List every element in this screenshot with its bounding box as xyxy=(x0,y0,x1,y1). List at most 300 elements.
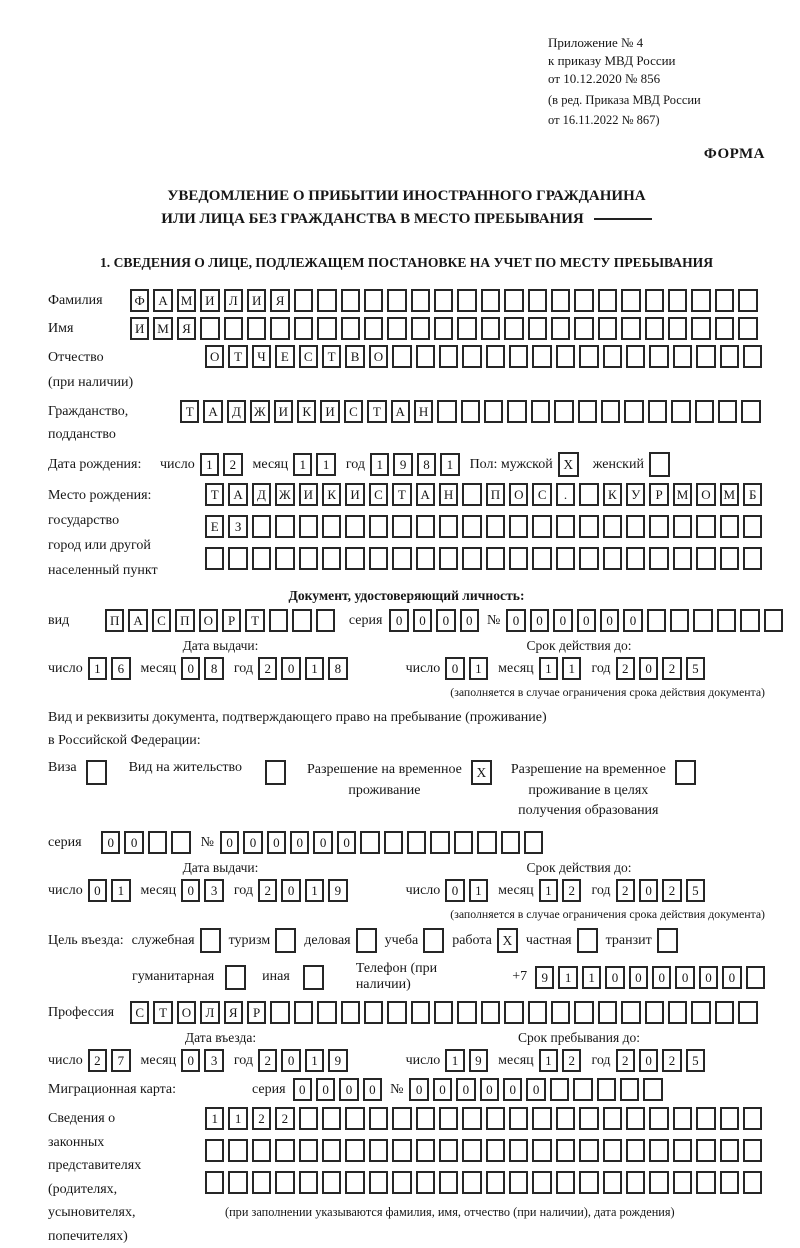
char-cell[interactable] xyxy=(532,1171,551,1194)
char-cell[interactable] xyxy=(720,1139,739,1162)
purpose-ucheba-checkbox[interactable] xyxy=(423,928,444,953)
char-cell[interactable]: Л xyxy=(200,1001,219,1024)
residence-permit-checkbox[interactable] xyxy=(265,760,286,785)
char-cell[interactable]: 1 xyxy=(205,1107,224,1130)
char-cell[interactable]: 0 xyxy=(456,1078,475,1101)
char-cell[interactable]: И xyxy=(247,289,266,312)
char-cell[interactable] xyxy=(392,1139,411,1162)
char-cell[interactable] xyxy=(556,1171,575,1194)
char-cell[interactable]: О xyxy=(177,1001,196,1024)
char-cell[interactable]: П xyxy=(175,609,194,632)
char-cell[interactable]: 2 xyxy=(616,1049,635,1072)
char-cell[interactable] xyxy=(746,966,765,989)
char-cell[interactable] xyxy=(626,345,645,368)
char-cell[interactable] xyxy=(551,289,570,312)
char-cell[interactable]: 0 xyxy=(639,1049,658,1072)
purpose-sluzhebnaya-checkbox[interactable] xyxy=(200,928,221,953)
char-cell[interactable] xyxy=(649,1107,668,1130)
char-cell[interactable]: 1 xyxy=(562,657,581,680)
char-cell[interactable]: 0 xyxy=(337,831,356,854)
char-cell[interactable]: К xyxy=(603,483,622,506)
char-cell[interactable] xyxy=(275,1139,294,1162)
char-cell[interactable]: Ф xyxy=(130,289,149,312)
char-cell[interactable]: И xyxy=(274,400,293,423)
char-cell[interactable]: А xyxy=(416,483,435,506)
char-cell[interactable] xyxy=(673,1107,692,1130)
char-cell[interactable]: Ч xyxy=(252,345,271,368)
char-cell[interactable] xyxy=(671,400,690,423)
char-cell[interactable]: Т xyxy=(245,609,264,632)
char-cell[interactable]: 1 xyxy=(228,1107,247,1130)
char-cell[interactable] xyxy=(601,400,620,423)
char-cell[interactable]: Т xyxy=(180,400,199,423)
char-cell[interactable] xyxy=(504,1001,523,1024)
char-cell[interactable] xyxy=(579,483,598,506)
char-cell[interactable] xyxy=(461,400,480,423)
char-cell[interactable] xyxy=(341,1001,360,1024)
char-cell[interactable] xyxy=(673,547,692,570)
char-cell[interactable]: 0 xyxy=(101,831,120,854)
char-cell[interactable] xyxy=(360,831,379,854)
char-cell[interactable] xyxy=(462,515,481,538)
char-cell[interactable] xyxy=(532,547,551,570)
char-cell[interactable]: У xyxy=(626,483,645,506)
char-cell[interactable]: И xyxy=(130,317,149,340)
char-cell[interactable]: Е xyxy=(205,515,224,538)
char-cell[interactable]: Т xyxy=(205,483,224,506)
char-cell[interactable] xyxy=(598,317,617,340)
char-cell[interactable] xyxy=(322,515,341,538)
char-cell[interactable] xyxy=(462,483,481,506)
char-cell[interactable] xyxy=(486,1107,505,1130)
char-cell[interactable] xyxy=(439,547,458,570)
char-cell[interactable] xyxy=(224,317,243,340)
char-cell[interactable] xyxy=(649,515,668,538)
char-cell[interactable]: 3 xyxy=(204,879,223,902)
char-cell[interactable]: Т xyxy=(228,345,247,368)
char-cell[interactable] xyxy=(416,345,435,368)
char-cell[interactable]: 0 xyxy=(124,831,143,854)
char-cell[interactable]: К xyxy=(322,483,341,506)
char-cell[interactable] xyxy=(407,831,426,854)
char-cell[interactable]: М xyxy=(177,289,196,312)
char-cell[interactable] xyxy=(626,1171,645,1194)
char-cell[interactable] xyxy=(299,1171,318,1194)
char-cell[interactable]: 8 xyxy=(328,657,347,680)
char-cell[interactable]: 0 xyxy=(88,879,107,902)
char-cell[interactable]: 0 xyxy=(577,609,596,632)
char-cell[interactable]: 0 xyxy=(409,1078,428,1101)
char-cell[interactable]: 2 xyxy=(662,657,681,680)
char-cell[interactable] xyxy=(416,1107,435,1130)
char-cell[interactable] xyxy=(556,547,575,570)
char-cell[interactable] xyxy=(434,289,453,312)
char-cell[interactable] xyxy=(531,400,550,423)
char-cell[interactable]: Т xyxy=(322,345,341,368)
char-cell[interactable] xyxy=(392,345,411,368)
visa-checkbox[interactable] xyxy=(86,760,107,785)
char-cell[interactable]: 3 xyxy=(204,1049,223,1072)
char-cell[interactable]: 1 xyxy=(469,657,488,680)
char-cell[interactable]: 1 xyxy=(469,879,488,902)
char-cell[interactable] xyxy=(454,831,473,854)
char-cell[interactable]: 0 xyxy=(363,1078,382,1101)
char-cell[interactable] xyxy=(648,400,667,423)
char-cell[interactable] xyxy=(532,1139,551,1162)
char-cell[interactable] xyxy=(738,289,757,312)
char-cell[interactable] xyxy=(691,1001,710,1024)
char-cell[interactable] xyxy=(743,547,762,570)
char-cell[interactable]: Ж xyxy=(250,400,269,423)
sex-male-checkbox[interactable]: X xyxy=(558,452,579,477)
char-cell[interactable]: 1 xyxy=(293,453,312,476)
char-cell[interactable] xyxy=(718,400,737,423)
char-cell[interactable] xyxy=(275,515,294,538)
char-cell[interactable] xyxy=(621,289,640,312)
char-cell[interactable]: И xyxy=(320,400,339,423)
char-cell[interactable] xyxy=(668,317,687,340)
char-cell[interactable] xyxy=(294,317,313,340)
char-cell[interactable]: 0 xyxy=(313,831,332,854)
char-cell[interactable] xyxy=(247,317,266,340)
char-cell[interactable] xyxy=(509,515,528,538)
char-cell[interactable] xyxy=(392,547,411,570)
char-cell[interactable]: 0 xyxy=(220,831,239,854)
char-cell[interactable] xyxy=(603,1139,622,1162)
char-cell[interactable] xyxy=(270,1001,289,1024)
char-cell[interactable] xyxy=(481,1001,500,1024)
char-cell[interactable]: 2 xyxy=(88,1049,107,1072)
char-cell[interactable] xyxy=(462,547,481,570)
char-cell[interactable] xyxy=(270,317,289,340)
char-cell[interactable] xyxy=(670,609,689,632)
char-cell[interactable] xyxy=(437,400,456,423)
purpose-rabota-checkbox[interactable]: X xyxy=(497,928,518,953)
char-cell[interactable]: 0 xyxy=(600,609,619,632)
char-cell[interactable]: Н xyxy=(414,400,433,423)
char-cell[interactable] xyxy=(416,515,435,538)
char-cell[interactable] xyxy=(743,515,762,538)
char-cell[interactable]: 5 xyxy=(686,657,705,680)
char-cell[interactable] xyxy=(322,1139,341,1162)
char-cell[interactable]: 0 xyxy=(503,1078,522,1101)
char-cell[interactable]: А xyxy=(228,483,247,506)
char-cell[interactable] xyxy=(528,317,547,340)
char-cell[interactable]: 0 xyxy=(506,609,525,632)
char-cell[interactable] xyxy=(439,1139,458,1162)
char-cell[interactable] xyxy=(345,1107,364,1130)
char-cell[interactable] xyxy=(598,289,617,312)
char-cell[interactable] xyxy=(509,345,528,368)
char-cell[interactable]: 5 xyxy=(686,1049,705,1072)
char-cell[interactable] xyxy=(603,515,622,538)
char-cell[interactable]: 1 xyxy=(582,966,601,989)
char-cell[interactable]: Ж xyxy=(275,483,294,506)
char-cell[interactable] xyxy=(345,1139,364,1162)
char-cell[interactable] xyxy=(457,289,476,312)
char-cell[interactable] xyxy=(481,317,500,340)
char-cell[interactable] xyxy=(299,515,318,538)
char-cell[interactable] xyxy=(645,317,664,340)
char-cell[interactable]: 2 xyxy=(258,1049,277,1072)
char-cell[interactable]: 0 xyxy=(445,657,464,680)
char-cell[interactable] xyxy=(720,1107,739,1130)
char-cell[interactable] xyxy=(411,317,430,340)
char-cell[interactable] xyxy=(484,400,503,423)
char-cell[interactable]: М xyxy=(153,317,172,340)
char-cell[interactable] xyxy=(252,1139,271,1162)
char-cell[interactable]: 0 xyxy=(605,966,624,989)
char-cell[interactable] xyxy=(504,317,523,340)
char-cell[interactable]: 0 xyxy=(436,609,455,632)
char-cell[interactable] xyxy=(205,1139,224,1162)
char-cell[interactable] xyxy=(598,1001,617,1024)
char-cell[interactable] xyxy=(486,515,505,538)
char-cell[interactable] xyxy=(738,317,757,340)
char-cell[interactable] xyxy=(486,547,505,570)
char-cell[interactable] xyxy=(573,1078,592,1101)
char-cell[interactable] xyxy=(696,345,715,368)
char-cell[interactable] xyxy=(621,1001,640,1024)
char-cell[interactable]: 7 xyxy=(111,1049,130,1072)
char-cell[interactable]: 1 xyxy=(539,879,558,902)
char-cell[interactable]: 5 xyxy=(686,879,705,902)
char-cell[interactable]: 0 xyxy=(526,1078,545,1101)
char-cell[interactable] xyxy=(275,1171,294,1194)
char-cell[interactable] xyxy=(696,515,715,538)
char-cell[interactable]: 0 xyxy=(623,609,642,632)
char-cell[interactable]: 1 xyxy=(305,1049,324,1072)
char-cell[interactable]: 0 xyxy=(243,831,262,854)
char-cell[interactable]: А xyxy=(391,400,410,423)
char-cell[interactable] xyxy=(430,831,449,854)
char-cell[interactable] xyxy=(434,317,453,340)
char-cell[interactable]: О xyxy=(199,609,218,632)
char-cell[interactable] xyxy=(416,547,435,570)
char-cell[interactable]: П xyxy=(105,609,124,632)
char-cell[interactable] xyxy=(574,317,593,340)
purpose-inaya-checkbox[interactable] xyxy=(303,965,324,990)
char-cell[interactable]: Я xyxy=(270,289,289,312)
char-cell[interactable] xyxy=(252,515,271,538)
char-cell[interactable]: 0 xyxy=(281,879,300,902)
char-cell[interactable] xyxy=(275,547,294,570)
char-cell[interactable] xyxy=(691,317,710,340)
char-cell[interactable]: 2 xyxy=(252,1107,271,1130)
sex-female-checkbox[interactable] xyxy=(649,452,670,477)
char-cell[interactable] xyxy=(509,547,528,570)
char-cell[interactable] xyxy=(322,1171,341,1194)
char-cell[interactable]: 1 xyxy=(539,1049,558,1072)
char-cell[interactable] xyxy=(649,345,668,368)
char-cell[interactable] xyxy=(317,289,336,312)
char-cell[interactable] xyxy=(509,1139,528,1162)
char-cell[interactable]: Д xyxy=(252,483,271,506)
char-cell[interactable] xyxy=(462,1171,481,1194)
char-cell[interactable] xyxy=(486,1139,505,1162)
char-cell[interactable] xyxy=(696,1171,715,1194)
char-cell[interactable]: 1 xyxy=(305,657,324,680)
char-cell[interactable] xyxy=(294,1001,313,1024)
char-cell[interactable] xyxy=(504,289,523,312)
char-cell[interactable] xyxy=(551,317,570,340)
char-cell[interactable] xyxy=(574,289,593,312)
char-cell[interactable] xyxy=(387,289,406,312)
char-cell[interactable] xyxy=(387,317,406,340)
char-cell[interactable]: 0 xyxy=(639,657,658,680)
char-cell[interactable] xyxy=(696,1139,715,1162)
char-cell[interactable] xyxy=(715,317,734,340)
char-cell[interactable] xyxy=(603,547,622,570)
char-cell[interactable] xyxy=(322,1107,341,1130)
char-cell[interactable] xyxy=(299,1107,318,1130)
char-cell[interactable] xyxy=(501,831,520,854)
char-cell[interactable] xyxy=(228,1171,247,1194)
char-cell[interactable] xyxy=(369,547,388,570)
char-cell[interactable] xyxy=(645,1001,664,1024)
char-cell[interactable]: 0 xyxy=(652,966,671,989)
char-cell[interactable] xyxy=(457,1001,476,1024)
char-cell[interactable] xyxy=(738,1001,757,1024)
char-cell[interactable]: Т xyxy=(392,483,411,506)
char-cell[interactable] xyxy=(439,1107,458,1130)
char-cell[interactable]: С xyxy=(130,1001,149,1024)
purpose-gumanitarnaya-checkbox[interactable] xyxy=(225,965,246,990)
temp-residence-edu-checkbox[interactable] xyxy=(675,760,696,785)
char-cell[interactable]: 1 xyxy=(111,879,130,902)
char-cell[interactable]: 0 xyxy=(480,1078,499,1101)
char-cell[interactable]: 1 xyxy=(558,966,577,989)
char-cell[interactable] xyxy=(578,400,597,423)
char-cell[interactable]: 0 xyxy=(413,609,432,632)
char-cell[interactable] xyxy=(624,400,643,423)
char-cell[interactable] xyxy=(269,609,288,632)
char-cell[interactable] xyxy=(720,1171,739,1194)
char-cell[interactable]: С xyxy=(369,483,388,506)
char-cell[interactable] xyxy=(673,345,692,368)
char-cell[interactable]: 0 xyxy=(181,657,200,680)
char-cell[interactable]: М xyxy=(673,483,692,506)
char-cell[interactable]: 0 xyxy=(553,609,572,632)
char-cell[interactable]: О xyxy=(509,483,528,506)
char-cell[interactable] xyxy=(720,345,739,368)
char-cell[interactable]: 8 xyxy=(204,657,223,680)
char-cell[interactable]: А xyxy=(128,609,147,632)
char-cell[interactable] xyxy=(574,1001,593,1024)
char-cell[interactable] xyxy=(369,1107,388,1130)
char-cell[interactable]: С xyxy=(152,609,171,632)
char-cell[interactable]: 0 xyxy=(281,1049,300,1072)
char-cell[interactable] xyxy=(556,345,575,368)
char-cell[interactable] xyxy=(715,289,734,312)
char-cell[interactable] xyxy=(457,317,476,340)
char-cell[interactable] xyxy=(693,609,712,632)
char-cell[interactable] xyxy=(673,515,692,538)
char-cell[interactable] xyxy=(532,1107,551,1130)
char-cell[interactable]: А xyxy=(203,400,222,423)
char-cell[interactable] xyxy=(392,515,411,538)
char-cell[interactable] xyxy=(532,345,551,368)
char-cell[interactable] xyxy=(597,1078,616,1101)
char-cell[interactable] xyxy=(696,1107,715,1130)
char-cell[interactable] xyxy=(556,1139,575,1162)
char-cell[interactable] xyxy=(668,1001,687,1024)
char-cell[interactable] xyxy=(715,1001,734,1024)
char-cell[interactable] xyxy=(532,515,551,538)
char-cell[interactable]: 0 xyxy=(181,1049,200,1072)
char-cell[interactable]: Д xyxy=(227,400,246,423)
char-cell[interactable]: 0 xyxy=(181,879,200,902)
char-cell[interactable] xyxy=(369,515,388,538)
char-cell[interactable] xyxy=(200,317,219,340)
char-cell[interactable]: Р xyxy=(247,1001,266,1024)
char-cell[interactable] xyxy=(691,289,710,312)
char-cell[interactable] xyxy=(509,1107,528,1130)
char-cell[interactable] xyxy=(668,289,687,312)
char-cell[interactable] xyxy=(345,547,364,570)
char-cell[interactable] xyxy=(205,1171,224,1194)
char-cell[interactable] xyxy=(416,1171,435,1194)
char-cell[interactable]: Е xyxy=(275,345,294,368)
char-cell[interactable] xyxy=(228,1139,247,1162)
char-cell[interactable] xyxy=(369,1171,388,1194)
char-cell[interactable] xyxy=(322,547,341,570)
char-cell[interactable] xyxy=(299,547,318,570)
char-cell[interactable] xyxy=(345,1171,364,1194)
char-cell[interactable]: 0 xyxy=(267,831,286,854)
char-cell[interactable] xyxy=(764,609,783,632)
char-cell[interactable] xyxy=(556,515,575,538)
char-cell[interactable]: С xyxy=(532,483,551,506)
char-cell[interactable] xyxy=(626,515,645,538)
char-cell[interactable] xyxy=(603,345,622,368)
char-cell[interactable] xyxy=(228,547,247,570)
char-cell[interactable] xyxy=(743,1139,762,1162)
char-cell[interactable]: О xyxy=(205,345,224,368)
char-cell[interactable]: 0 xyxy=(722,966,741,989)
char-cell[interactable]: Р xyxy=(649,483,668,506)
char-cell[interactable] xyxy=(205,547,224,570)
purpose-turizm-checkbox[interactable] xyxy=(275,928,296,953)
char-cell[interactable] xyxy=(486,345,505,368)
char-cell[interactable]: 0 xyxy=(290,831,309,854)
char-cell[interactable] xyxy=(743,1107,762,1130)
char-cell[interactable] xyxy=(673,1139,692,1162)
char-cell[interactable] xyxy=(649,1139,668,1162)
char-cell[interactable] xyxy=(316,609,335,632)
char-cell[interactable] xyxy=(554,400,573,423)
char-cell[interactable]: . xyxy=(556,483,575,506)
char-cell[interactable]: 0 xyxy=(293,1078,312,1101)
char-cell[interactable]: 0 xyxy=(281,657,300,680)
char-cell[interactable] xyxy=(486,1171,505,1194)
char-cell[interactable] xyxy=(649,1171,668,1194)
char-cell[interactable]: В xyxy=(345,345,364,368)
char-cell[interactable] xyxy=(509,1171,528,1194)
char-cell[interactable]: 0 xyxy=(460,609,479,632)
char-cell[interactable]: 9 xyxy=(535,966,554,989)
char-cell[interactable] xyxy=(524,831,543,854)
char-cell[interactable]: 2 xyxy=(258,657,277,680)
char-cell[interactable]: 2 xyxy=(662,1049,681,1072)
char-cell[interactable]: Р xyxy=(222,609,241,632)
char-cell[interactable]: П xyxy=(486,483,505,506)
char-cell[interactable] xyxy=(462,1139,481,1162)
char-cell[interactable]: Л xyxy=(224,289,243,312)
purpose-chastnaya-checkbox[interactable] xyxy=(577,928,598,953)
char-cell[interactable] xyxy=(626,1139,645,1162)
char-cell[interactable] xyxy=(392,1107,411,1130)
